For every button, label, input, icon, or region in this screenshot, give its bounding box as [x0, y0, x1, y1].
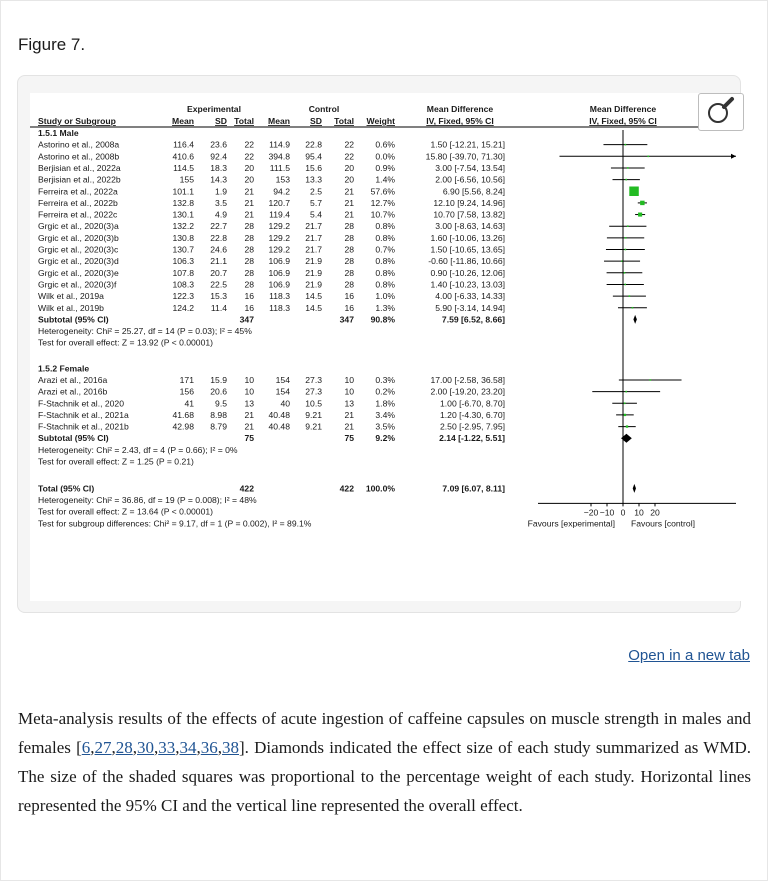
- figure-box: [17, 75, 741, 613]
- study-name: Arazi et al., 2016a: [38, 374, 108, 385]
- study-c-sd: 15.6: [305, 162, 322, 173]
- study-e-total: 21: [244, 197, 254, 208]
- study-name: Arazi et al., 2016b: [38, 386, 108, 397]
- weight-square: [624, 414, 626, 416]
- study-weight: 10.7%: [370, 209, 395, 220]
- weight-square: [638, 213, 642, 217]
- subtotal-e-total: 347: [239, 314, 254, 325]
- study-name: Ferreira et al., 2022a: [38, 186, 118, 197]
- study-ci-text: 1.20 [-4.30, 6.70]: [440, 409, 505, 420]
- ref-link[interactable]: 38: [222, 738, 240, 757]
- study-e-sd: 15.3: [210, 291, 227, 302]
- caption-text-after: ]. Diamonds indicated the effect size of each study summarized as WMD. The size of the shaded squares was proportional to the percentage weight of each study. Horizontal lines represented the 95% CI and the vertical line represented the overall effect.: [18, 738, 751, 815]
- total-label: Total (95% CI): [38, 483, 95, 494]
- study-e-total: 21: [244, 421, 254, 432]
- study-weight: 3.5%: [375, 421, 395, 432]
- subtotal-ci-text: 2.14 [-1.22, 5.51]: [439, 433, 505, 444]
- study-ci-text: 3.00 [-8.63, 14.63]: [435, 221, 505, 232]
- subtotal-weight: 90.8%: [370, 314, 395, 325]
- weight-square: [625, 391, 627, 393]
- study-e-sd: 15.9: [210, 374, 227, 385]
- study-c-sd: 27.3: [305, 386, 322, 397]
- study-c-total: 28: [344, 267, 354, 278]
- study-c-total: 13: [344, 398, 354, 409]
- study-e-total: 28: [244, 244, 254, 255]
- study-ci-text: 2.00 [-6.56, 10.56]: [435, 174, 505, 185]
- study-c-mean: 106.9: [268, 279, 290, 290]
- study-weight: 0.8%: [375, 256, 395, 267]
- heterogeneity-text: Heterogeneity: Chi² = 25.27, df = 14 (P = 0.03); I² = 45%: [38, 326, 252, 337]
- study-e-mean: 130.7: [172, 244, 194, 255]
- study-e-total: 28: [244, 267, 254, 278]
- study-e-mean: 42.98: [172, 421, 194, 432]
- study-ci-text: 15.80 [-39.70, 71.30]: [425, 151, 505, 162]
- weight-square: [624, 272, 626, 274]
- study-e-sd: 3.5: [215, 197, 227, 208]
- study-c-sd: 21.9: [305, 256, 322, 267]
- study-c-total: 10: [344, 374, 354, 385]
- study-ci-text: 2.50 [-2.95, 7.95]: [440, 421, 505, 432]
- study-e-mean: 41: [184, 398, 194, 409]
- study-c-sd: 13.3: [305, 174, 322, 185]
- study-e-sd: 20.7: [210, 267, 227, 278]
- overall-effect-text: Test for overall effect: Z = 1.25 (P = 0.21): [38, 456, 194, 467]
- weight-square: [647, 156, 649, 158]
- study-c-mean: 118.3: [269, 302, 290, 313]
- study-name: Grgic et al., 2020(3)e: [38, 267, 119, 278]
- study-e-mean: 41.68: [172, 409, 194, 420]
- study-ci-text: 12.10 [9.24, 14.96]: [433, 197, 505, 208]
- study-c-mean: 129.2: [268, 232, 290, 243]
- study-c-sd: 5.4: [310, 209, 322, 220]
- ref-link[interactable]: 27: [94, 738, 112, 757]
- weight-square: [629, 295, 631, 297]
- weight-square: [624, 284, 626, 286]
- study-e-sd: 8.79: [210, 421, 227, 432]
- weight-square: [624, 402, 626, 404]
- study-c-total: 22: [344, 139, 354, 150]
- study-weight: 1.0%: [375, 291, 395, 302]
- header-md-left: Mean Difference: [426, 104, 494, 114]
- study-e-mean: 171: [179, 374, 194, 385]
- study-weight: 0.6%: [375, 139, 395, 150]
- study-c-total: 21: [344, 186, 354, 197]
- weight-square: [632, 307, 634, 309]
- study-c-mean: 40.48: [268, 409, 290, 420]
- study-e-sd: 22.7: [210, 221, 227, 232]
- total-ci-text: 7.09 [6.07, 8.11]: [442, 483, 505, 494]
- study-name: Astorino et al., 2008a: [38, 139, 120, 150]
- ci-arrow-right: [731, 154, 736, 159]
- forest-plot: [30, 93, 744, 601]
- study-c-mean: 118.3: [269, 291, 290, 302]
- study-e-sd: 21.1: [210, 256, 227, 267]
- study-e-mean: 132.8: [172, 197, 194, 208]
- study-ci-text: 0.90 [-10.26, 12.06]: [430, 267, 505, 278]
- study-weight: 12.7%: [370, 197, 395, 208]
- study-e-sd: 4.9: [215, 209, 227, 220]
- study-weight: 0.9%: [375, 162, 395, 173]
- weight-square: [627, 167, 629, 169]
- study-c-mean: 129.2: [268, 221, 290, 232]
- study-e-sd: 22.8: [210, 232, 227, 243]
- ref-link[interactable]: 6: [81, 738, 91, 757]
- study-c-total: 28: [344, 221, 354, 232]
- study-e-total: 21: [244, 409, 254, 420]
- study-e-mean: 130.1: [172, 209, 194, 220]
- study-name: F-Stachnik et al., 2020: [38, 398, 124, 409]
- weight-square: [649, 379, 651, 381]
- x-tick-label: −20: [583, 507, 599, 518]
- forest-plot-image[interactable]: [30, 93, 744, 601]
- study-e-total: 28: [244, 221, 254, 232]
- header-e-mean: Mean: [172, 116, 194, 126]
- header-experimental: Experimental: [187, 104, 241, 114]
- study-name: Grgic et al., 2020(3)f: [38, 279, 117, 290]
- subtotal-c-total: 347: [339, 314, 354, 325]
- study-c-total: 28: [344, 244, 354, 255]
- open-in-new-tab-link[interactable]: Open in a new tab: [628, 647, 750, 664]
- total-weight: 100.0%: [365, 483, 395, 494]
- ref-link[interactable]: 36: [200, 738, 218, 757]
- ref-link[interactable]: 30: [137, 738, 155, 757]
- figure-caption: Meta-analysis results of the effects of acute ingestion of caffeine capsules on muscle strength in males and females [6,27,28,30,33,34,36,38]. Diamonds indicated the effect size of each study summarized as WMD. The size of the shaded squares was proportional to the percentage weight of each study. Horizontal lines represented the 95% CI and the vertical line represented the overall effect.: [18, 709, 751, 815]
- caption-text-before: Meta-analysis results of the effects of acute ingestion of caffeine capsules on muscle strength in males and females [: [18, 709, 751, 757]
- subgroup-title: 1.5.2 Female: [38, 363, 90, 374]
- study-e-total: 28: [244, 279, 254, 290]
- study-c-mean: 106.9: [268, 256, 290, 267]
- total-e-total: 422: [239, 483, 254, 494]
- study-ci-text: 17.00 [-2.58, 36.58]: [430, 374, 505, 385]
- study-e-total: 21: [244, 186, 254, 197]
- study-c-sd: 5.7: [310, 197, 322, 208]
- weight-square: [625, 179, 627, 181]
- study-c-mean: 153: [275, 174, 290, 185]
- study-c-sd: 21.9: [305, 267, 322, 278]
- header-weight: Weight: [366, 116, 395, 126]
- study-c-mean: 129.2: [268, 244, 290, 255]
- x-tick-label: 0: [620, 507, 626, 518]
- overall-effect-text: Test for overall effect: Z = 13.92 (P < 0.00001): [38, 337, 214, 348]
- study-c-total: 21: [344, 197, 354, 208]
- study-c-total: 10: [344, 386, 354, 397]
- study-c-mean: 40: [280, 398, 290, 409]
- study-name: Berjisian et al., 2022a: [38, 162, 121, 173]
- header-c-sd: SD: [310, 116, 322, 126]
- study-c-mean: 154: [275, 386, 290, 397]
- study-weight: 0.7%: [375, 244, 395, 255]
- study-e-sd: 18.3: [210, 162, 227, 173]
- zoom-button[interactable]: [698, 93, 744, 131]
- study-c-sd: 27.3: [305, 374, 322, 385]
- weight-square: [627, 225, 629, 227]
- study-c-total: 21: [344, 409, 354, 420]
- study-e-mean: 122.3: [172, 291, 194, 302]
- weight-square: [625, 249, 627, 251]
- study-c-mean: 154: [275, 374, 290, 385]
- study-c-total: 20: [344, 162, 354, 173]
- study-c-total: 21: [344, 421, 354, 432]
- subtotal-c-total: 75: [344, 433, 354, 444]
- study-e-mean: 156: [179, 386, 194, 397]
- weight-square: [640, 201, 644, 205]
- study-c-sd: 21.9: [305, 279, 322, 290]
- study-e-mean: 130.8: [172, 232, 194, 243]
- study-e-mean: 108.3: [172, 279, 194, 290]
- study-name: Grgic et al., 2020(3)a: [38, 221, 119, 232]
- study-c-mean: 106.9: [268, 267, 290, 278]
- study-c-mean: 94.2: [273, 186, 290, 197]
- study-c-sd: 9.21: [305, 409, 322, 420]
- study-e-total: 10: [244, 374, 254, 385]
- total-overall-effect-text: Test for overall effect: Z = 13.64 (P < 0.00001): [38, 506, 214, 517]
- study-weight: 1.8%: [375, 398, 395, 409]
- study-e-total: 20: [244, 174, 254, 185]
- study-e-mean: 106.3: [172, 256, 194, 267]
- x-tick-label: 20: [650, 507, 660, 518]
- study-name: Wilk et al., 2019b: [38, 302, 104, 313]
- study-weight: 57.6%: [370, 186, 395, 197]
- study-name: Ferreira et al., 2022c: [38, 209, 118, 220]
- study-e-sd: 23.6: [210, 139, 227, 150]
- header-c-mean: Mean: [268, 116, 290, 126]
- study-c-sd: 2.5: [310, 186, 322, 197]
- study-ci-text: 1.50 [-12.21, 15.21]: [430, 139, 505, 150]
- study-e-total: 10: [244, 386, 254, 397]
- header-control: Control: [308, 104, 340, 114]
- study-e-total: 16: [244, 302, 254, 313]
- study-name: Grgic et al., 2020(3)c: [38, 244, 119, 255]
- study-weight: 0.0%: [375, 151, 395, 162]
- subtotal-label: Subtotal (95% CI): [38, 314, 109, 325]
- study-e-total: 20: [244, 162, 254, 173]
- magnifier-icon: [699, 94, 743, 130]
- weight-square: [629, 187, 638, 196]
- study-e-sd: 8.98: [210, 409, 227, 420]
- total-c-total: 422: [339, 483, 354, 494]
- study-weight: 0.8%: [375, 221, 395, 232]
- study-e-sd: 1.9: [215, 186, 227, 197]
- study-ci-text: 6.90 [5.56, 8.24]: [442, 186, 505, 197]
- study-ci-text: 3.00 [-7.54, 13.54]: [435, 162, 505, 173]
- ref-link[interactable]: 33: [158, 738, 176, 757]
- subtotal-label: Subtotal (95% CI): [38, 433, 109, 444]
- study-c-mean: 119.4: [269, 209, 290, 220]
- header-c-total: Total: [334, 116, 354, 126]
- subtotal-e-total: 75: [244, 433, 254, 444]
- study-e-total: 22: [244, 151, 254, 162]
- study-c-sd: 9.21: [305, 421, 322, 432]
- study-c-sd: 95.4: [305, 151, 322, 162]
- study-ci-text: 1.40 [-10.23, 13.03]: [430, 279, 505, 290]
- study-c-total: 28: [344, 232, 354, 243]
- subgroup-title: 1.5.1 Male: [38, 128, 79, 138]
- study-name: Wilk et al., 2019a: [38, 291, 104, 302]
- study-weight: 1.3%: [375, 302, 395, 313]
- x-tick-label: −10: [599, 507, 615, 518]
- subgroup-differences-text: Test for subgroup differences: Chi² = 9.17, df = 1 (P = 0.002), I² = 89.1%: [38, 518, 312, 529]
- study-c-sd: 14.5: [305, 291, 322, 302]
- study-name: Grgic et al., 2020(3)b: [38, 232, 119, 243]
- study-weight: 0.8%: [375, 267, 395, 278]
- study-c-total: 16: [344, 291, 354, 302]
- study-e-mean: 410.6: [172, 151, 194, 162]
- study-weight: 1.4%: [375, 174, 395, 185]
- study-c-sd: 10.5: [305, 398, 322, 409]
- study-e-sd: 24.6: [210, 244, 227, 255]
- study-weight: 0.8%: [375, 232, 395, 243]
- study-e-sd: 92.4: [210, 151, 227, 162]
- study-name: Ferreira et al., 2022b: [38, 197, 118, 208]
- study-c-sd: 21.7: [305, 244, 322, 255]
- x-tick-label: 10: [634, 507, 644, 518]
- study-name: Berjisian et al., 2022b: [38, 174, 121, 185]
- study-c-mean: 394.8: [268, 151, 290, 162]
- study-e-total: 28: [244, 232, 254, 243]
- study-c-sd: 22.8: [305, 139, 322, 150]
- study-ci-text: 10.70 [7.58, 13.82]: [433, 209, 505, 220]
- study-name: Astorino et al., 2008b: [38, 151, 120, 162]
- subtotal-ci-text: 7.59 [6.52, 8.66]: [441, 314, 505, 325]
- study-e-total: 28: [244, 256, 254, 267]
- study-e-total: 22: [244, 139, 254, 150]
- study-weight: 0.2%: [375, 386, 395, 397]
- study-weight: 0.3%: [375, 374, 395, 385]
- header-e-sd: SD: [215, 116, 227, 126]
- header-e-total: Total: [234, 116, 254, 126]
- study-ci-text: -0.60 [-11.86, 10.66]: [428, 256, 505, 267]
- study-e-sd: 22.5: [210, 279, 227, 290]
- header-study: Study or Subgroup: [38, 116, 116, 126]
- study-name: F-Stachnik et al., 2021a: [38, 409, 129, 420]
- study-weight: 3.4%: [375, 409, 395, 420]
- weight-square: [626, 425, 628, 427]
- study-e-mean: 101.1: [172, 186, 194, 197]
- study-e-mean: 155: [179, 174, 194, 185]
- study-c-sd: 21.7: [305, 221, 322, 232]
- study-c-total: 22: [344, 151, 354, 162]
- figure-label: Figure 7.: [18, 35, 86, 54]
- study-ci-text: 4.00 [-6.33, 14.33]: [435, 291, 505, 302]
- favours-control-label: Favours [control]: [631, 518, 695, 529]
- weight-square: [625, 144, 627, 146]
- subtotal-diamond: [633, 315, 636, 324]
- study-c-mean: 120.7: [268, 197, 290, 208]
- total-diamond: [633, 484, 636, 493]
- study-c-total: 28: [344, 279, 354, 290]
- total-heterogeneity-text: Heterogeneity: Chi² = 36.86, df = 19 (P = 0.008); I² = 48%: [38, 494, 257, 505]
- study-e-total: 16: [244, 291, 254, 302]
- study-weight: 0.8%: [375, 279, 395, 290]
- study-name: Grgic et al., 2020(3)d: [38, 256, 119, 267]
- study-e-total: 13: [244, 398, 254, 409]
- study-c-mean: 114.9: [269, 139, 290, 150]
- study-e-sd: 20.6: [210, 386, 227, 397]
- favours-experimental-label: Favours [experimental]: [527, 518, 615, 529]
- study-ci-text: 5.90 [-3.14, 14.94]: [435, 302, 505, 313]
- study-e-mean: 114.5: [173, 162, 194, 173]
- header-method-left: IV, Fixed, 95% CI: [426, 116, 494, 126]
- study-ci-text: 1.50 [-10.65, 13.65]: [430, 244, 505, 255]
- subtotal-weight: 9.2%: [375, 433, 395, 444]
- study-ci-text: 2.00 [-19.20, 23.20]: [430, 386, 505, 397]
- header-method-right: IV, Fixed, 95% CI: [589, 116, 657, 126]
- ref-link[interactable]: 34: [179, 738, 197, 757]
- study-e-total: 21: [244, 209, 254, 220]
- ref-link[interactable]: 28: [115, 738, 133, 757]
- study-c-sd: 21.7: [305, 232, 322, 243]
- study-e-sd: 14.3: [210, 174, 227, 185]
- study-ci-text: 1.60 [-10.06, 13.26]: [430, 232, 505, 243]
- weight-square: [625, 237, 627, 239]
- header-md-right: Mean Difference: [589, 104, 657, 114]
- study-c-mean: 40.48: [268, 421, 290, 432]
- study-e-mean: 132.2: [172, 221, 194, 232]
- study-e-sd: 9.5: [215, 398, 227, 409]
- study-ci-text: 1.00 [-6.70, 8.70]: [440, 398, 505, 409]
- study-c-total: 21: [344, 209, 354, 220]
- heterogeneity-text: Heterogeneity: Chi² = 2.43, df = 4 (P = 0.66); I² = 0%: [38, 444, 238, 455]
- study-c-sd: 14.5: [305, 302, 322, 313]
- study-c-mean: 111.5: [269, 162, 290, 173]
- study-c-total: 28: [344, 256, 354, 267]
- study-e-sd: 11.4: [210, 302, 227, 313]
- study-name: F-Stachnik et al., 2021b: [38, 421, 129, 432]
- study-e-mean: 107.8: [172, 267, 194, 278]
- study-c-total: 16: [344, 302, 354, 313]
- study-e-mean: 116.4: [173, 139, 194, 150]
- study-e-mean: 124.2: [172, 302, 194, 313]
- study-c-total: 20: [344, 174, 354, 185]
